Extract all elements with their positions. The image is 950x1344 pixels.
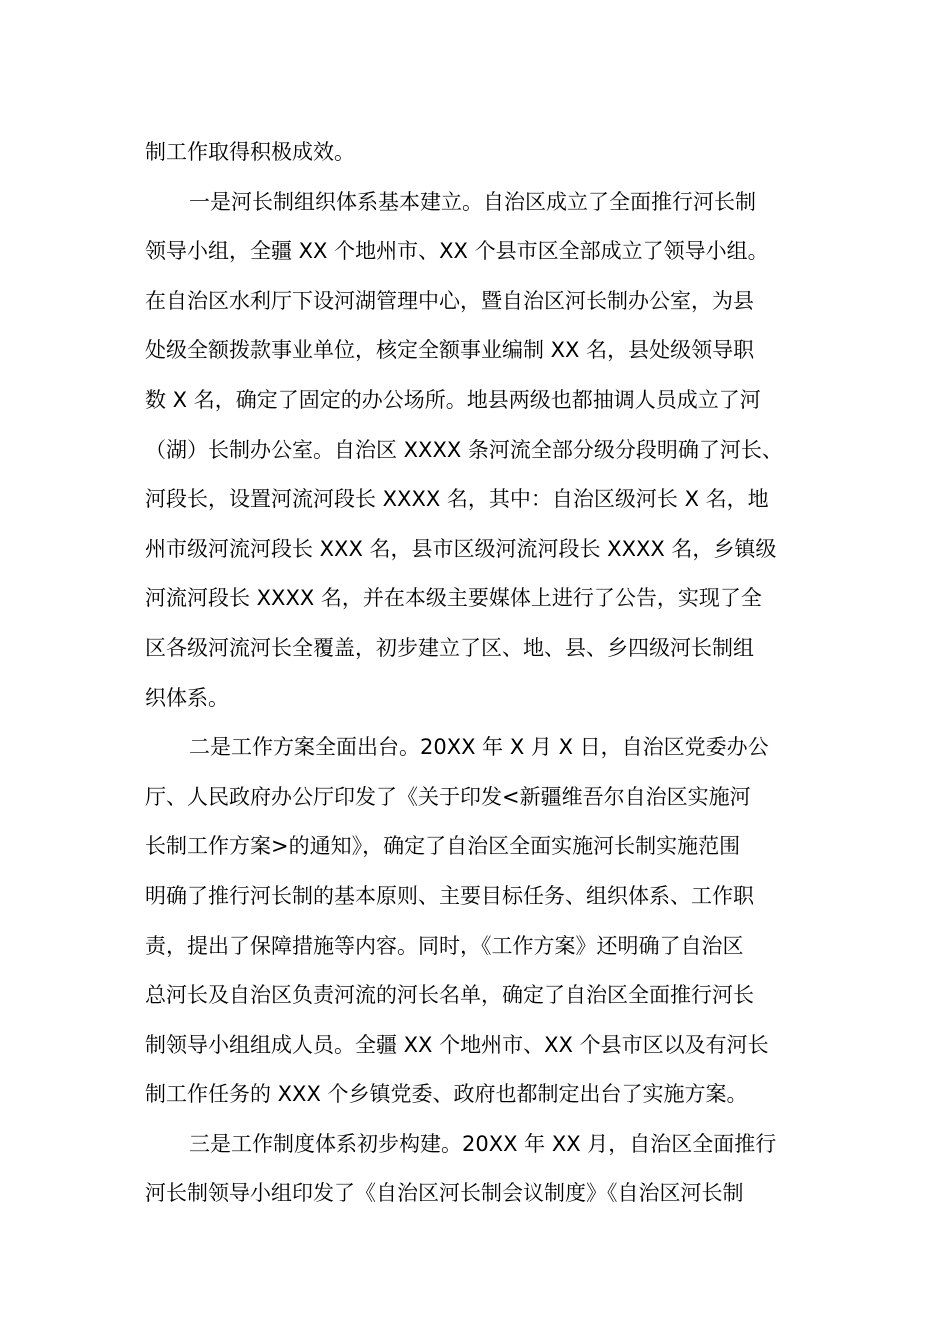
text-line: 处级全额拨款事业单位，核定全额事业编制 XX 名，县处级领导职 — [145, 338, 755, 363]
text-line: 州市级河流河段长 XXX 名，县市区级河流河段长 XXXX 名，乡镇级 — [145, 536, 777, 561]
text-line: 区各级河流河长全覆盖，初步建立了区、地、县、乡四级河长制组 — [145, 635, 754, 660]
text-line: （湖）长制办公室。自治区 XXXX 条河流全部分级分段明确了河长、 — [145, 437, 783, 462]
text-line: 数 X 名，确定了固定的办公场所。地县两级也都抽调人员成立了河 — [145, 387, 761, 412]
paragraph-start-line: 三是工作制度体系初步构建。20XX 年 XX 月，自治区全面推行 — [189, 1131, 777, 1156]
paragraph-start-line: 二是工作方案全面出台。20XX 年 X 月 X 日，自治区党委办公 — [189, 735, 769, 760]
text-line: 制工作任务的 XXX 个乡镇党委、政府也都制定出台了实施方案。 — [145, 1082, 748, 1107]
text-line: 河流河段长 XXXX 名，并在本级主要媒体上进行了公告，实现了全 — [145, 586, 762, 611]
document-body — [145, 128, 825, 1219]
text-line: 明确了推行河长制的基本原则、主要目标任务、组织体系、工作职 — [145, 883, 754, 908]
text-line: 河长制领导小组印发了《自治区河长制会议制度》《自治区河长制 — [145, 1181, 744, 1206]
text-line: 制领导小组组成人员。全疆 XX 个地州市、XX 个县市区以及有河长 — [145, 1032, 769, 1057]
text-line: 河段长，设置河流河段长 XXXX 名，其中：自治区级河长 X 名，地 — [145, 487, 769, 512]
text-line: 制工作取得积极成效。 — [145, 140, 355, 164]
text-line: 厅、人民政府办公厅印发了《关于印发<新疆维吾尔自治区实施河 — [145, 784, 751, 809]
text-line: 织体系。 — [145, 685, 229, 710]
text-line: 总河长及自治区负责河流的河长名单，确定了自治区全面推行河长 — [145, 983, 754, 1008]
text-line: 在自治区水利厅下设河湖管理中心，暨自治区河长制办公室，为县 — [145, 288, 754, 313]
text-line: 领导小组，全疆 XX 个地州市、XX 个县市区全部成立了领导小组。 — [145, 239, 769, 264]
text-line: 责，提出了保障措施等内容。同时，《工作方案》还明确了自治区 — [145, 933, 744, 958]
paragraph-start-line: 一是河长制组织体系基本建立。自治区成立了全面推行河长制 — [189, 189, 756, 214]
text-line: 长制工作方案>的通知》，确定了自治区全面实施河长制实施范围 — [145, 834, 741, 859]
